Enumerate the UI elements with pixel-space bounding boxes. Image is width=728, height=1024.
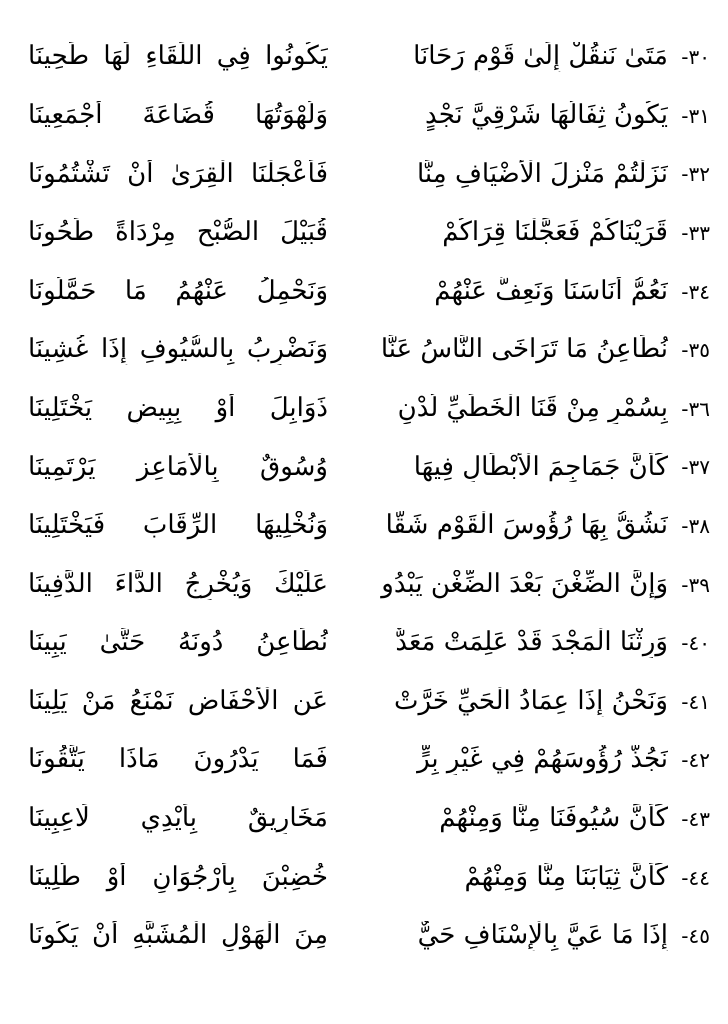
verse-second-hemistich: فَمَا يَدْرُونَ مَاذَا يَتَّقُونَا [28, 745, 328, 775]
verse-first-hemistich: نُطَاعِنُ مَا تَرَاخَى النَّاسُ عَنَّا [380, 335, 668, 365]
verse-row [18, 204, 710, 263]
verse-second-hemistich: خُضِبْنَ بِأُرْجُوَانٍ أَوْ طُلِينَا [28, 862, 328, 892]
verse-number: ٤٣- [681, 807, 710, 832]
verse-number: ٣٣- [681, 221, 710, 246]
verse-row [18, 673, 710, 732]
verse-row [18, 28, 710, 87]
verse-number: ٤٢- [681, 748, 710, 773]
verse-first-hemistich: قَرَيْنَاكُمْ فَعَجَّلْنَا قِرَاكُمْ [442, 218, 668, 248]
verse-row [18, 380, 710, 439]
verse-first-hemistich: مَتَىٰ نَنقُلْ إِلَىٰ قَوْمٍ رَحَانَا [413, 42, 668, 72]
verse-number: ٤٠- [681, 631, 710, 656]
verse-row [18, 731, 710, 790]
verse-row [18, 497, 710, 556]
verse-first-hemistich: نَزَلْتُمْ مَنْزِلَ الْأَضْيَافِ مِنَّا [417, 159, 668, 189]
verse-first-hemistich: إِذَا مَا عَيَّ بِالْإِسْنَافِ حَيٌّ [417, 921, 668, 951]
verse-second-hemistich: مِنَ الْهَوْلِ الْمُشَبَّهِ أَنْ يَكُونَا [28, 921, 328, 951]
verse-number: ٣٧- [681, 455, 710, 480]
verse-number: ٣٢- [681, 162, 710, 187]
verse-second-hemistich: وَلُهْوَتُهَا قُضَاعَةَ أَجْمَعِينَا [28, 100, 328, 130]
verse-row [18, 262, 710, 321]
verse-number: ٣٠- [681, 45, 710, 70]
verse-first-hemistich: كَأَنَّ جَمَاجِمَ الْأَبْطَالِ فِيهَا [413, 452, 668, 482]
verse-first-hemistich: وَإِنَّ الضِّغْنَ بَعْدَ الضِّغْنِ يَبْدُو [381, 569, 668, 599]
verse-row [18, 145, 710, 204]
verse-second-hemistich: عَلَيْكَ وَيُخْرِجُ الدَّاءَ الدَّفِينَا [28, 569, 328, 599]
verse-number: ٤٤- [681, 865, 710, 890]
verse-second-hemistich: قُبَيْلَ الصُّبْحِ مِرْدَاةً طَحُونَا [28, 218, 328, 248]
verse-second-hemistich: عَنِ الْأَحْفَاضِ نَمْنَعُ مَنْ يَلِينَا [28, 686, 328, 716]
verse-first-hemistich: نَعُمُّ أُنَاسَنَا وَنَعِفُّ عَنْهُمْ [434, 276, 668, 306]
verse-row [18, 87, 710, 146]
verse-row [18, 321, 710, 380]
verse-first-hemistich: بِسُمْرٍ مِنْ قَنَا الْخَطِّيِّ لُدْنٍ [397, 393, 668, 423]
verse-second-hemistich: يَكُونُوا فِي اللِّقَاءِ لَهَا طَحِينَا [28, 42, 328, 72]
verse-first-hemistich: نَشُقُّ بِهَا رُؤُوسَ الْقَوْمِ شَقًّا [385, 511, 668, 541]
verse-number: ٣٥- [681, 338, 710, 363]
verse-first-hemistich: كَأَنَّ سُيُوفَنَا مِنَّا وَمِنْهُمْ [439, 804, 668, 834]
verse-number: ٤١- [681, 689, 710, 714]
verse-first-hemistich: وَنَحْنُ إِذَا عِمَادُ الْحَيِّ خَرَّتْ [394, 686, 668, 716]
verse-number: ٣١- [681, 103, 710, 128]
verse-second-hemistich: وُسُوقٌ بِالْأَمَاعِزِ يَرْتَمِينَا [28, 452, 328, 482]
verse-number: ٤٥- [681, 924, 710, 949]
verse-number: ٣٦- [681, 396, 710, 421]
verse-row [18, 614, 710, 673]
verse-second-hemistich: وَنُخْلِيهَا الرِّقَابَ فَيَخْتَلِينَا [28, 511, 328, 541]
verse-first-hemistich: نَجُذُّ رُؤُوسَهُمْ فِي غَيْرِ بِرٍّ [417, 745, 668, 775]
verse-first-hemistich: يَكُونُ ثِفَالُهَا شَرْقِيَّ نَجْدٍ [425, 100, 668, 130]
verse-second-hemistich: نُطَاعِنُ دُونَهُ حَتَّىٰ يَبِينَا [28, 628, 328, 658]
verse-first-hemistich: كَأَنَّ ثِيَابَنَا مِنَّا وَمِنْهُمْ [464, 862, 668, 892]
verse-second-hemistich: وَنَضْرِبُ بِالسُّيُوفِ إِذَا غُشِينَا [28, 335, 328, 365]
verse-row [18, 848, 710, 907]
verse-number: ٣٤- [681, 279, 710, 304]
verse-number: ٣٩- [681, 572, 710, 597]
verse-list [18, 28, 710, 966]
verse-row [18, 790, 710, 849]
verse-second-hemistich: وَنَحْمِلُ عَنْهُمُ مَا حَمَّلُونَا [28, 276, 328, 306]
verse-row [18, 555, 710, 614]
verse-second-hemistich: ذَوَابِلَ أَوْ بِبِيضٍ يَخْتَلِينَا [28, 393, 328, 423]
verse-number: ٣٨- [681, 514, 710, 539]
verse-row [18, 907, 710, 966]
verse-row [18, 438, 710, 497]
verse-second-hemistich: فَأَعْجَلْنَا الْقِرَىٰ أَنْ تَشْتُمُونَا [28, 159, 328, 189]
verse-second-hemistich: مَخَارِيقٌ بِأَيْدِي لَاعِبِينَا [28, 804, 328, 834]
verse-first-hemistich: وَرِثْنَا الْمَجْدَ قَدْ عَلِمَتْ مَعَدٌّ [395, 628, 668, 658]
